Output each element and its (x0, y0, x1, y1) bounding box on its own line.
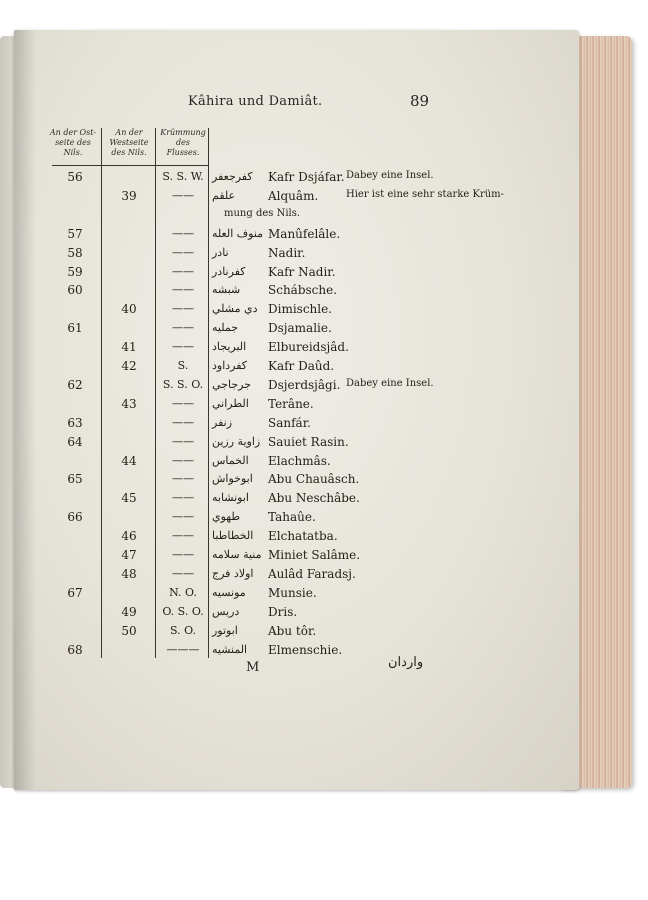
arabic-place-name: شبشه (212, 283, 241, 297)
place-name: Aulâd Faradsj. (268, 566, 356, 581)
table-row (0, 586, 648, 605)
arabic-place-name: اولاد فرج (212, 566, 254, 580)
east-bank-number: 60 (67, 283, 83, 298)
arabic-place-name: مونسيه (212, 585, 246, 599)
place-name: Sanfár. (268, 415, 311, 430)
place-name: Abu Neschâbe. (268, 491, 360, 506)
table-row (0, 624, 648, 643)
table-row (0, 170, 648, 189)
arabic-place-name: زاوية رزين (212, 434, 261, 448)
table-row (0, 510, 648, 529)
place-name: Sauiet Rasin. (268, 434, 349, 449)
place-name: Alquâm. (268, 188, 319, 203)
river-bend-direction: —— (172, 415, 194, 429)
table-row (0, 643, 648, 662)
place-name: Tahaûe. (268, 510, 316, 525)
arabic-place-name: طهوي (212, 510, 241, 524)
east-bank-number: 61 (67, 321, 83, 336)
table-row (0, 321, 648, 340)
arabic-place-name: المنشيه (212, 642, 248, 656)
place-name: Kafr Nadir. (268, 264, 336, 279)
table-row (0, 397, 648, 416)
arabic-place-name: زنفر (212, 415, 233, 429)
river-bend-direction: —— (172, 264, 194, 278)
table-row (0, 302, 648, 321)
east-bank-number: 56 (67, 170, 83, 184)
table-row (0, 567, 648, 586)
west-bank-number: 47 (121, 548, 137, 562)
table-row (0, 227, 648, 246)
east-bank-number: 62 (67, 377, 83, 392)
west-bank-number: 42 (121, 359, 137, 373)
column-header-line: An der (115, 128, 143, 137)
arabic-place-name: كفرداود (212, 359, 248, 372)
place-name: Abu tôr. (268, 623, 317, 638)
table-row (0, 378, 648, 397)
east-bank-number: 67 (67, 585, 83, 600)
column-header-line: Nils. (63, 148, 83, 157)
river-bend-direction: —— (172, 472, 194, 486)
river-bend-direction: —— (172, 491, 194, 505)
place-note-continuation: mung des Nils. (224, 207, 301, 219)
place-name: Abu Chauâsch. (268, 472, 360, 487)
table-row (0, 529, 648, 548)
arabic-place-name: الخطاطبا (212, 529, 254, 543)
river-bend-direction: —— (172, 529, 194, 543)
east-bank-number: 59 (67, 264, 83, 279)
arabic-place-name: جمليه (212, 321, 239, 335)
place-name: Munsie. (268, 585, 317, 600)
column-header-line: des Nils. (111, 148, 147, 157)
place-name: Elbureidsjâd. (268, 340, 349, 355)
river-bend-direction: O. S. O. (162, 604, 204, 618)
river-bend-direction: —— (172, 226, 194, 240)
table-row (0, 454, 648, 473)
page-number: 89 (410, 92, 430, 110)
arabic-place-name: ابونشابه (212, 491, 249, 505)
arabic-place-name: جرجاجي (212, 377, 251, 391)
east-bank-number: 58 (67, 245, 83, 260)
place-name: Terâne. (268, 396, 314, 411)
river-bend-direction: —— (172, 245, 194, 259)
place-name: Miniet Salâme. (268, 548, 361, 562)
river-bend-direction: N. O. (169, 585, 197, 599)
place-name: Elchatatba. (268, 529, 338, 544)
west-bank-number: 48 (121, 566, 137, 581)
place-name: Dris. (268, 604, 298, 619)
east-bank-number: 68 (67, 642, 83, 657)
west-bank-number: 39 (121, 188, 137, 203)
river-bend-direction: —— (172, 566, 194, 580)
place-name: Manûfelâle. (268, 226, 341, 241)
west-bank-number: 45 (121, 491, 137, 506)
river-bend-direction: —— (172, 188, 194, 202)
arabic-place-name: الطراني (212, 396, 249, 410)
river-bend-direction: —— (172, 396, 194, 410)
column-header-line: seite des (55, 138, 91, 147)
place-name: Schábsche. (268, 283, 338, 298)
arabic-place-name: دي مشلي (212, 302, 258, 316)
river-bend-direction: —— (172, 434, 194, 448)
table-row (0, 189, 648, 208)
running-head: Kâhira und Damiât. (188, 94, 323, 109)
column-header-line: An der Ost- (49, 128, 97, 137)
table-row (0, 246, 648, 265)
arabic-place-name: ابوخواش (212, 472, 253, 486)
west-bank-number: 44 (121, 453, 137, 468)
river-bend-direction: S. (177, 359, 189, 372)
river-bend-direction: —— (172, 453, 194, 467)
river-bend-direction: S. S. W. (162, 170, 204, 183)
arabic-place-name: البريجاد (212, 340, 247, 354)
river-bend-direction: S. O. (169, 623, 196, 637)
place-note: Hier ist eine sehr starke Krüm- (346, 188, 505, 200)
river-bend-direction: —— (172, 283, 194, 297)
column-header-line: des (176, 138, 190, 147)
east-bank-number: 57 (67, 226, 83, 241)
table-row (0, 208, 648, 227)
arabic-place-name: الخماس (212, 453, 249, 467)
arabic-place-name: منوف العله (212, 226, 264, 240)
east-bank-number: 64 (67, 434, 83, 449)
east-bank-number: 65 (67, 472, 83, 487)
river-bend-direction: —— (172, 321, 194, 335)
river-bend-direction: S. S. O. (162, 377, 204, 391)
table-row (0, 435, 648, 454)
river-bend-direction: ——— (166, 642, 200, 656)
table-row (0, 359, 648, 378)
arabic-place-name: منية سلامه (212, 548, 262, 561)
west-bank-number: 41 (121, 340, 137, 355)
river-bend-direction: —— (172, 340, 194, 354)
arabic-place-name: ابوتور (212, 623, 238, 637)
west-bank-number: 43 (121, 396, 137, 411)
table-row (0, 283, 648, 302)
table-row (0, 548, 648, 567)
table-row (0, 340, 648, 359)
column-header-line: Krümmung (160, 128, 206, 137)
place-name: Dsjerdsjâgi. (268, 377, 341, 392)
west-bank-number: 40 (121, 302, 137, 317)
place-name: Kafr Daûd. (268, 359, 335, 373)
signature-mark: M (246, 660, 260, 675)
catchword: واردان (388, 655, 424, 670)
west-bank-number: 50 (121, 623, 137, 638)
table-row (0, 416, 648, 435)
column-header-line: Flusses. (166, 148, 200, 157)
arabic-place-name: دريس (212, 604, 240, 618)
place-note: Dabey eine Insel. (346, 377, 434, 389)
table-row (0, 472, 648, 491)
place-name: Elmenschie. (268, 642, 343, 657)
arabic-place-name: كفرجعفر (212, 170, 253, 183)
river-bend-direction: —— (172, 548, 194, 561)
river-bend-direction: —— (172, 302, 194, 316)
river-bend-direction: —— (172, 510, 194, 524)
column-header-line: Westseite (109, 138, 149, 147)
west-bank-number: 46 (121, 529, 137, 544)
west-bank-number: 49 (121, 604, 137, 619)
table-row (0, 605, 648, 624)
table-row (0, 265, 648, 284)
place-name: Dsjamalie. (268, 321, 332, 336)
place-note: Dabey eine Insel. (346, 170, 434, 181)
place-name: Dimischle. (268, 302, 333, 317)
table-row (0, 491, 648, 510)
east-bank-number: 66 (67, 510, 83, 525)
place-name: Kafr Dsjáfar. (268, 170, 345, 184)
east-bank-number: 63 (67, 415, 83, 430)
place-name: Elachmâs. (268, 453, 331, 468)
arabic-place-name: علقم (212, 188, 236, 202)
place-name: Nadir. (268, 245, 306, 260)
arabic-place-name: كفرنادر (212, 264, 246, 278)
arabic-place-name: نادر (212, 245, 229, 259)
